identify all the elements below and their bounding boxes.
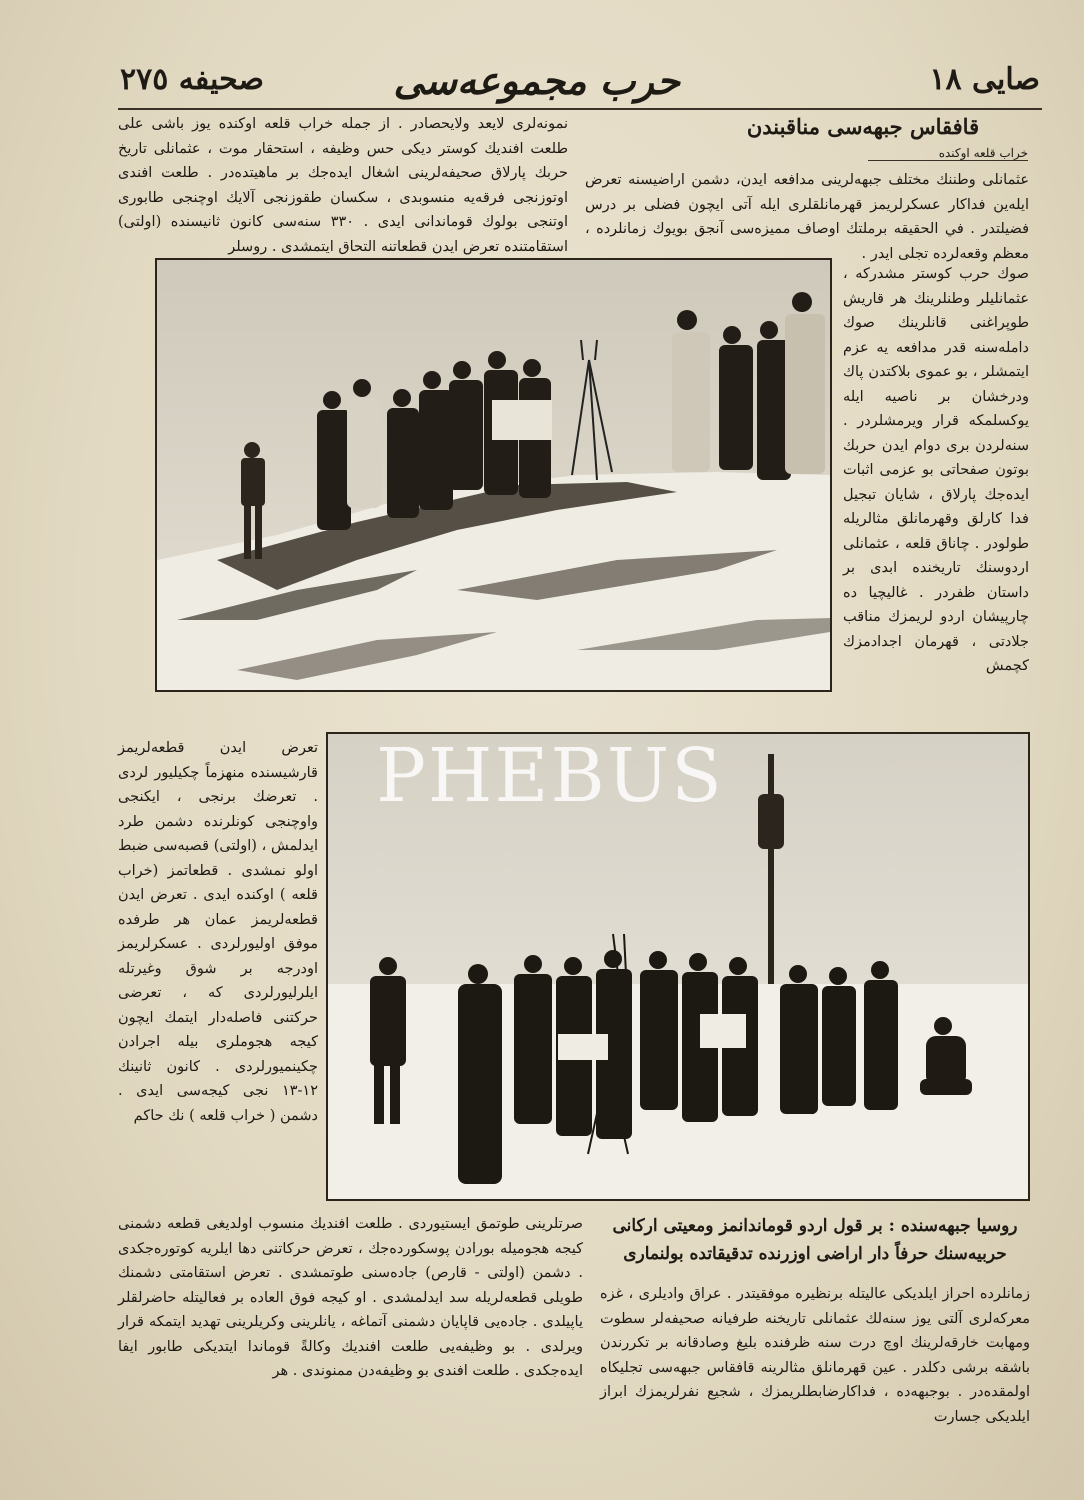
header-rule <box>118 108 1042 110</box>
article-title: قافقاس جبهه‌سى مناقبندن <box>746 114 980 139</box>
page-number: صحيفه ٢٧٥ <box>120 62 264 97</box>
issue-number: صايى ١٨ <box>929 62 1040 97</box>
article-subheading: خراب قلعه اوكنده <box>868 146 1028 161</box>
photo-caption <box>600 1212 1030 1272</box>
right-column-top-text: عثمانلى وطننك مختلف جبهه‌لرينى مدافعه ايدن، دشمن اراضيسنه تعرض ايله‌ين فداكار عسكرلريمز قهرمانلقلرى ايله آتى ايچون فضلى بر درس فضيلتدر . في الحقيقه برملتك اوصاف مميزه‌سى آنجق بويوك زمانلرده ، معظم وقعه‌لرده تجلى ايدر . <box>585 172 1029 262</box>
bottom-left-text: صرتلرينى طوتمق ايستيوردى . طلعت افنديك منسوب اولديغى قطعه دشمنى كيجه هجوميله بورادن پوسكورده‌جك ، تعرض حركاتنى دها ايلريه كوتوره‌جكدى . دشمن (اولتى - قارص) جاده‌سنى طوتمشدى . تعرض استقامتى دشمنك طويلى قطعه‌لريله سد ايدلمشدى . او كيجه فوق العاده بر فعاليتله حاضرلقلر ياپيلدى . جاده‌يى قاپايان دشمنى آتماغه ، يانلرينى وكريلرينى تهديد ايتمكه قرار ويرلدى . بو وظيفه‌يى طلعت افنديك وكالةً قوماندا ايتديكى طابور ايفا ايده‌جكدى . طلعت افندى بو وظيفه‌دن ممنوندى . هر <box>118 1216 583 1379</box>
left-column-middle-text: تعرض ايدن قطعه‌لريمز قارشيسنده منهزماً چكيليور لردى . تعرضك برنجى ، ايكنجى واوچنجى كونلرنده دشمن طرد ايدلمش ، (اولتى) قصبه‌سى ضبط اولو نمشدى . قطعاتمز (خراب قلعه ) اوكنده ايدى . تعرض ايدن قطعه‌لريمز عمان هر طرفده موفق اوليورلردى . عسكرلريمز اودرجه بر شوق وغيرتله ايلرليورلردى كه ، تعرضى حركتنى فاصله‌دار ايتمك ايچون كيجه هجوملرى بيله اجرادن چكينميورلردى . كانون ثانينك ١٢-١٣ نجى كيجه‌سى ايدى . دشمن ( خراب قلعه ) نك حاكم <box>118 740 318 1124</box>
watermark: PHEBUS <box>376 733 724 819</box>
caption-line-2: حربيه‌سنك حرفاً دار اراضى اوزرنده تدقيقاتده بولنمارى <box>623 1244 1007 1264</box>
caption-line-1: روسيا جبهه‌سنده : بر قول اردو قوماندانمز ومعيتى اركانى <box>612 1216 1018 1236</box>
photo-officers-on-hill <box>155 258 832 692</box>
right-column-narrow-text: صوك حرب كوستر مشدركه ، عثمانليلر وطنلرينك هر قاريش طوپراغنى قانلرينك صوك داملەسنه قدر مدافعه يه عزم ايتمشلر ، بو عموى بلاكتدن پاك ودرخشان بر ناصيه ايله يوكسلمكه قرار ويرمشلردر . سنه‌لردن برى دوام ايدن حربك بوتون صفحاتى بو عزمى اثبات ايده‌جك پارلاق ، شايان تبجيل فدا كارلق وقهرمانلق مثالريله طولودر . چاناق قلعه ، عثمانلى اردوسنك تاريخنده ابدى بر داستان ظفردر . غاليچيا ده چارپيشان اردو لريمزك مناقب جلادتى ، قهرمان اجدادمزك كچمش <box>843 266 1029 674</box>
masthead <box>120 58 1040 108</box>
bottom-right-text: زمانلرده احراز ايلديكى عاليتله برنظيره موفقيتدر . عراق واديلرى ، غزه معركه‌لرى آلتى يوز سنه‌لك عثمانلى تاريخنه طرفيانه صحيفه‌لر سطوت ومهابت خارقه‌لرينك اوچ درت سنه ظرفنده بليغ وصادقانه بر تكررندن باشقه برشى دكلدر . عين قهرمانلق مثالرينه قافقاس جبهه‌سى تجليكاه اولمقده‌در . بوجبهه‌ده ، فداكارضابطلريمزك ، شجيع نفرلريمزك ابراز ايلديكى جسارت <box>600 1286 1030 1425</box>
publication-title: حرب مجموعه‌سى <box>393 58 680 103</box>
left-column-top-text: نمونه‌لرى لايعد ولايحصادر . از جمله خراب قلعه اوكنده يوز باشى على طلعت افنديك كوستر ديكى حس وظيفه ، استحقار موت ، عثمانلى تاريخ حربك پارلاق صحيفه‌لرينى اشغال ايده‌جك بر ماهيتده‌در . طلعت افندى اوتوزنجى فرقه‌يه منسوبدى ، سكسان طقوزنجى آلايك اوچنجى طابورى اوتنجى بولوك قوماندانى ايدى . ٣٣٠ سنه‌سى كانون ثانيسنده (اولتى) استقامتنده تعرض ايدن قطعاتنه التحاق ايتمشدى . روسلر <box>118 116 568 255</box>
